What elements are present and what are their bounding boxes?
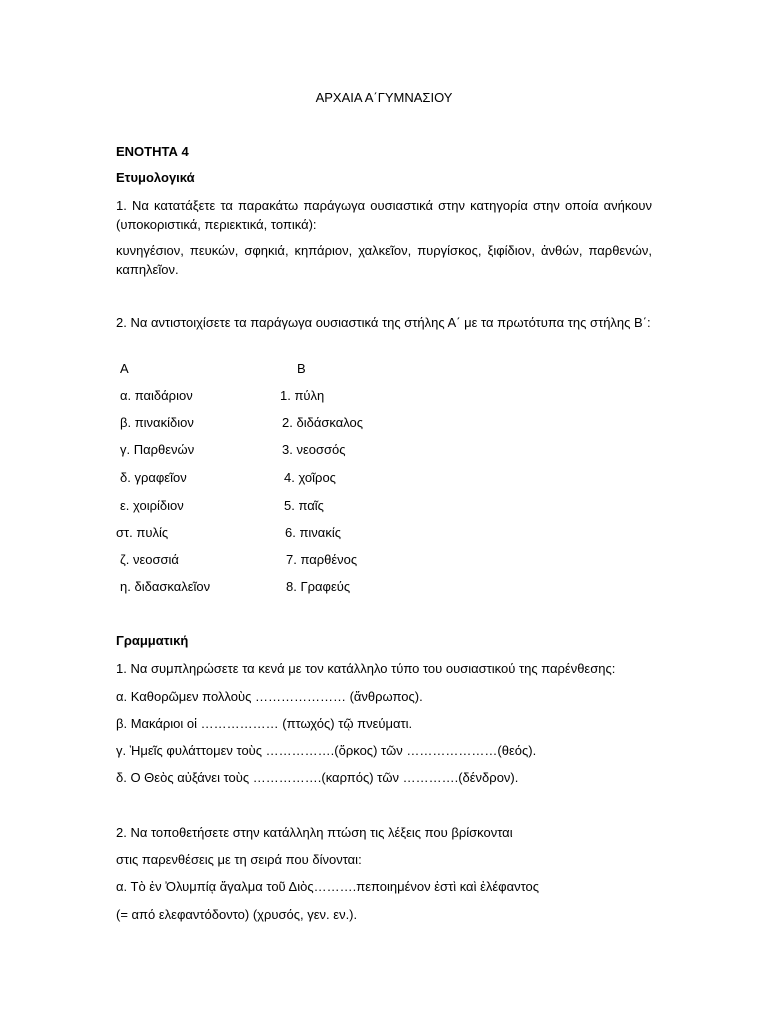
grammar-exercise-line: (= από ελεφαντόδοντο) (χρυσός, γεν. εν.).: [116, 907, 358, 922]
column-b-item: 5. παῖς: [284, 498, 324, 513]
column-b-item: 1. πύλη: [280, 388, 325, 403]
column-b-item: 3. νεοσσός: [282, 442, 346, 457]
grammar-exercise-line: β. Μακάριοι οἱ ……………… (πτωχός) τῷ πνεύματι.: [116, 716, 413, 731]
column-b-item: 8. Γραφεύς: [286, 579, 351, 594]
column-b-item: 6. πινακίς: [285, 525, 341, 540]
etymology-question-1: 1. Να κατατάξετε τα παρακάτω παράγωγα ουσιαστικά στην κατηγορία στην οποία ανήκουν (υποκοριστικά, περιεκτικά, τοπικά):: [116, 198, 652, 232]
document-title: ΑΡΧΑΙΑ Α΄ΓΥΜΝΑΣΙΟΥ: [315, 90, 453, 105]
column-a-item: στ. πυλίς: [116, 525, 169, 540]
etymology-question-1-words: κυνηγέσιον, πευκών, σφηκιά, κηπάριον, χαλκεῖον, πυργίσκος, ξιφίδιον, ἀνθών, παρθενών, καπηλεῖον.: [116, 243, 652, 277]
column-a-item: ζ. νεοσσιά: [120, 552, 179, 567]
section-heading-etymology: Ετυμολογικά: [116, 170, 195, 185]
column-a-header: Α: [120, 361, 129, 376]
unit-heading: ΕΝΟΤΗΤΑ 4: [116, 144, 189, 159]
etymology-question-2: 2. Να αντιστοιχίσετε τα παράγωγα ουσιαστικά της στήλης Α΄ με τα πρωτότυπα της στήλης Β΄:: [116, 315, 651, 330]
grammar-exercise-line: α. Καθορῶμεν πολλοὺς ………………… (ἄνθρωπος).: [116, 689, 423, 704]
grammar-exercise-line: δ. Ο Θεὸς αὐξάνει τοὺς …………….(καρπός) τῶν ………….(δένδρον).: [116, 770, 519, 785]
column-b-item: 7. παρθένος: [286, 552, 358, 567]
grammar-exercise-line: α. Τὸ ἐν Ὀλυμπίᾳ ἄγαλμα τοῦ Διὸς……….πεποιημένον ἐστὶ καὶ ἐλέφαντος: [116, 879, 540, 894]
column-a-item: δ. γραφεῖον: [120, 470, 187, 485]
column-a-item: α. παιδάριον: [120, 388, 193, 403]
grammar-question-1: 1. Να συμπληρώσετε τα κενά με τον κατάλληλο τύπο του ουσιαστικού της παρένθεσης:: [116, 661, 616, 676]
grammar-question-2-line-1: 2. Να τοποθετήσετε στην κατάλληλη πτώση τις λέξεις που βρίσκονται: [116, 825, 513, 840]
column-b-item: 4. χοῖρος: [284, 470, 336, 485]
grammar-question-2-line-2: στις παρενθέσεις με τη σειρά που δίνονται:: [116, 852, 362, 867]
column-a-item: η. διδασκαλεῖον: [120, 579, 211, 594]
grammar-exercise-line: γ. Ἡμεῖς φυλάττομεν τοὺς …………….(ὅρκος) τῶν …………………(θεός).: [116, 743, 537, 758]
column-a-item: γ. Παρθενών: [120, 442, 195, 457]
column-b-item: 2. διδάσκαλος: [282, 415, 364, 430]
column-a-item: β. πινακίδιον: [120, 415, 194, 430]
column-b-header: Β: [297, 361, 306, 376]
section-heading-grammar: Γραμματική: [116, 633, 189, 648]
column-a-item: ε. χοιρίδιον: [120, 498, 184, 513]
